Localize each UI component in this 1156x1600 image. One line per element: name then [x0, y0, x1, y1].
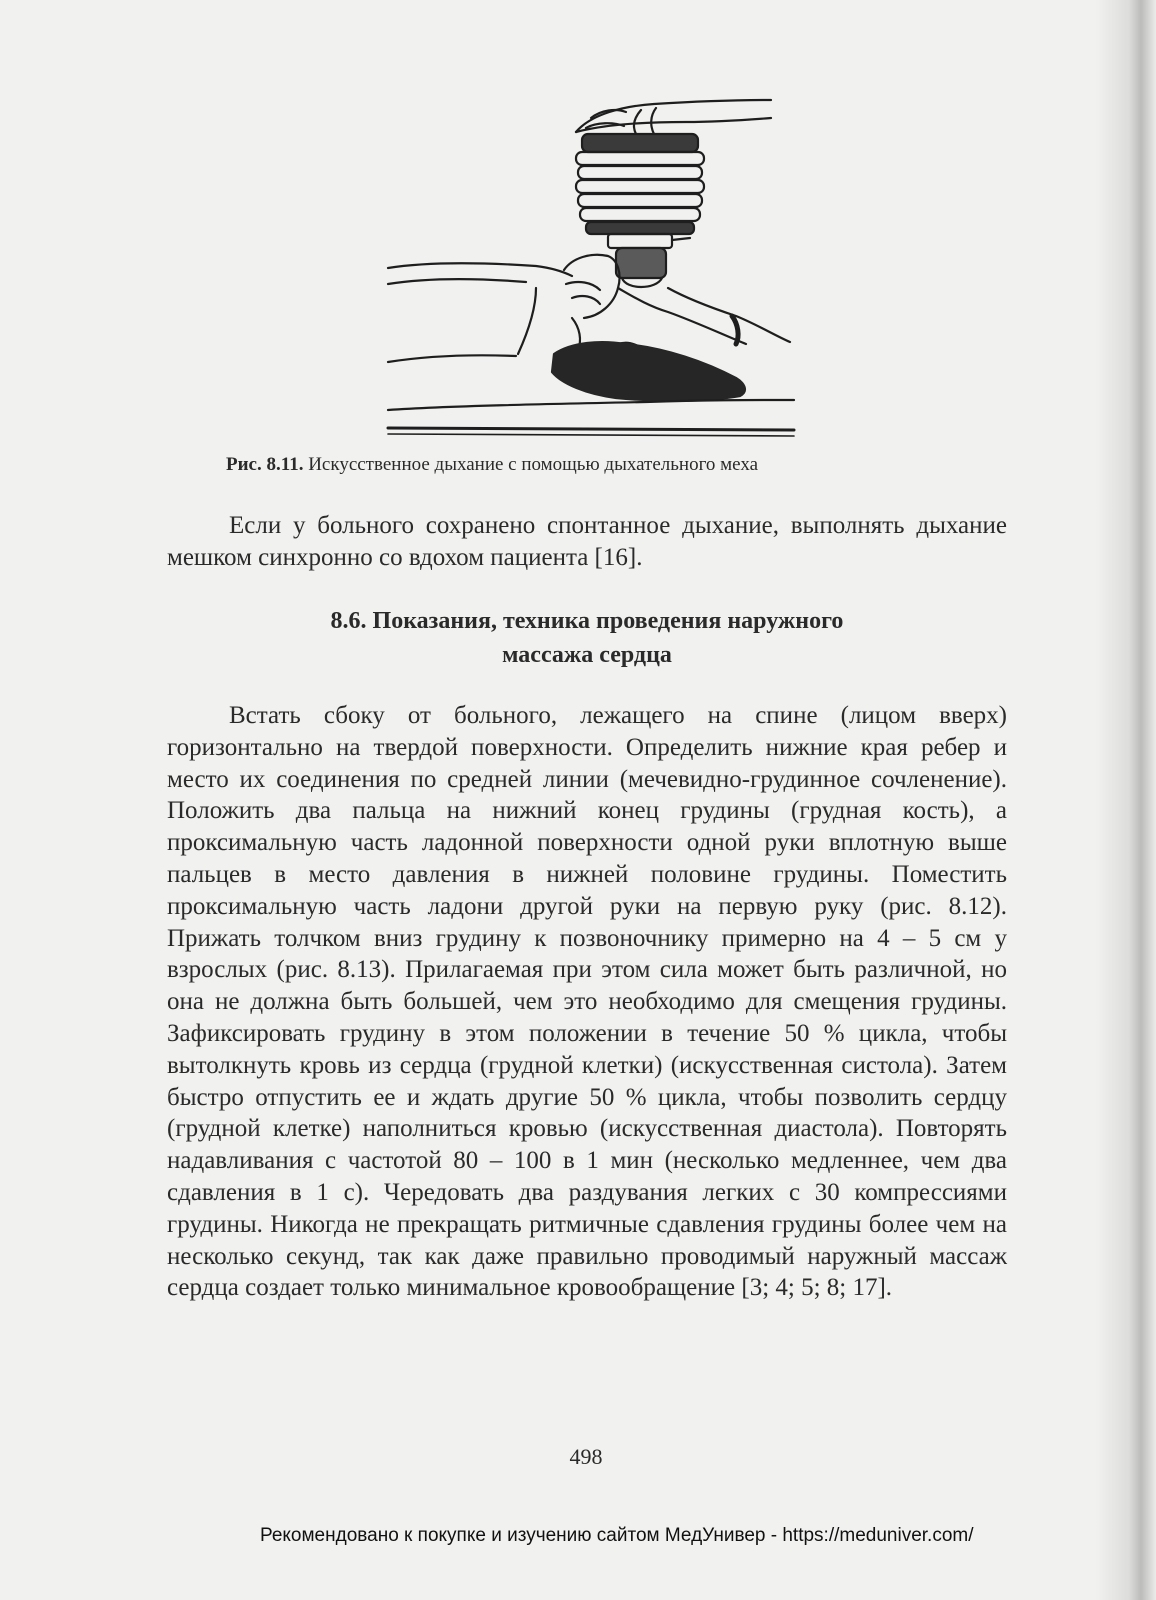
section-heading [167, 604, 1007, 672]
site-watermark: Рекомендовано к покупке и изучению сайтом МедУнивер - https://meduniver.com/ [260, 1525, 974, 1546]
paragraph-2-text: Встать сбоку от больного, лежащего на спине (лицом вверх) горизонтально на твердой поверхности. Определить нижние края ребер и место их соединения по средней линии (мечевидно-грудинное сочленение). Положить два пальца на нижний конец грудины (грудная кость), а проксимальную часть ладонной поверхности одной руки вплотную выше пальцев в место давления в нижней половине грудины. Поместить проксимальную часть ладони другой руки на первую руку (рис. 8.12). Прижать толчком вниз грудину к позвоночнику примерно на 4 – 5 см у взрослых (рис. 8.13). Прилагаемая при этом сила может быть различной, но она не должна быть большей, чем это необходимо для смещения грудины. Зафиксировать грудину в этом положении в течение 50 % цикла, чтобы вытолкнуть кровь из сердца (грудной клетки) (искусственная систола). Затем быстро отпустить ее и ждать другие 50 % цикла, чтобы позволить сердцу (грудной клетке) наполниться кровью (искусственная диастола). Повторять надавливания с частотой 80 – 100 в 1 мин (несколько медленнее, чем два сдавления в 1 с). Чередовать два раздувания легких с 30 компрессиями грудины. Никогда не прекращать ритмичные сдавления грудины более чем на несколько секунд, так как даже правильно проводимый наружный массаж сердца создает только минимальное кровообращение [3; 4; 5; 8; 17]. [167, 702, 1007, 1302]
section-heading-line-2: массажа сердца [502, 642, 672, 668]
figure-caption [226, 452, 986, 478]
page-number: 498 [569, 1444, 603, 1469]
page-edge-shadow [1096, 0, 1156, 1600]
paragraph-1-text: Если у больного сохранено спонтанное дыхание, выполнять дыхание мешком синхронно со вдохом пациента [16]. [167, 512, 1007, 571]
paragraph-chest-compression-technique [167, 700, 1007, 1304]
section-heading-line-1: 8.6. Показания, техника проведения наружного [330, 608, 844, 634]
figure-drawing [386, 92, 806, 442]
paragraph-spontaneous-breathing [167, 510, 1007, 574]
bellows-ventilation-illustration [386, 92, 806, 442]
figure-label: Рис. 8.11. [226, 454, 304, 475]
figure-caption-text: Искусственное дыхание с помощью дыхательного меха [308, 454, 759, 475]
